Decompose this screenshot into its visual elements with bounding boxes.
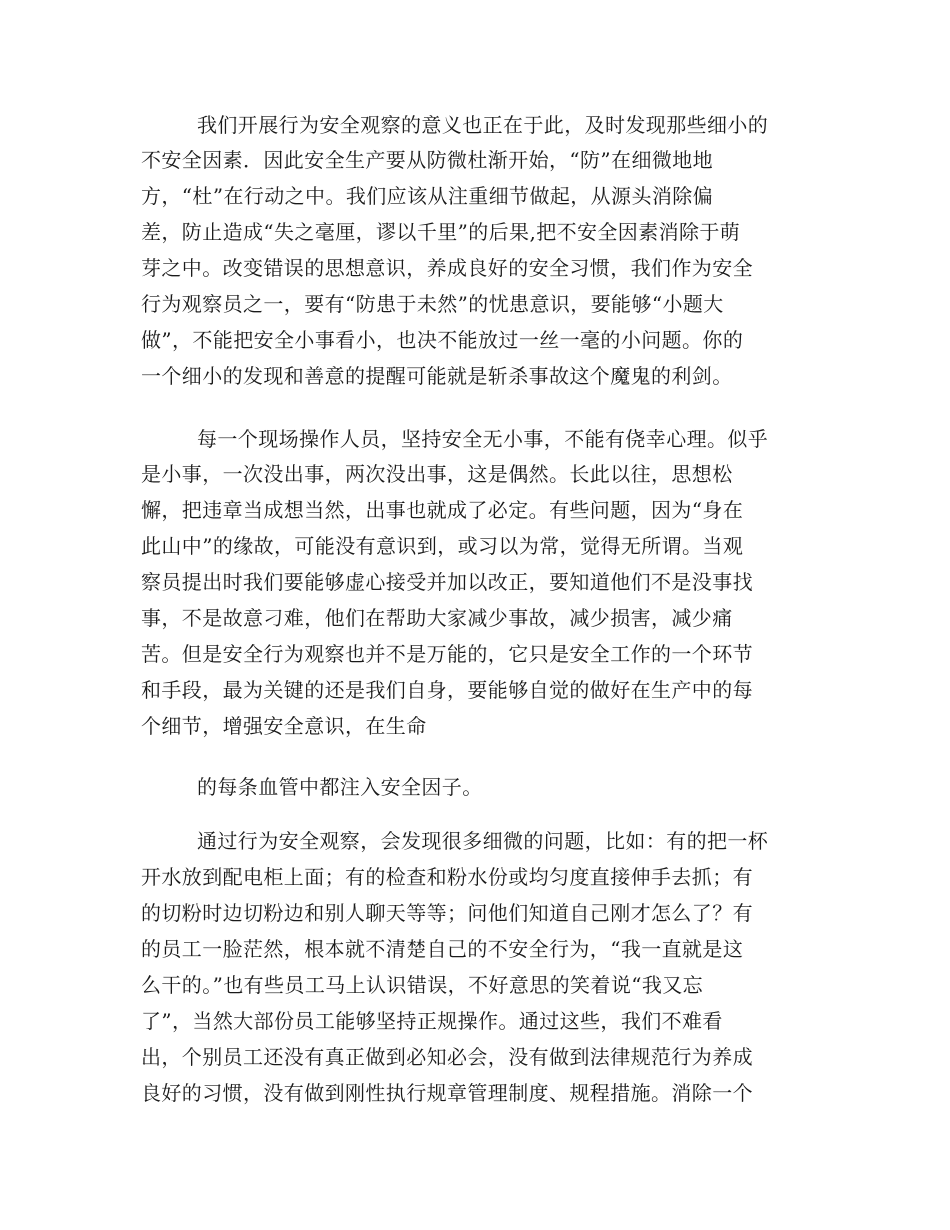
text-line: 是小事，一次没出事，两次没出事，这是偶然。长此以往，思想松 [141,462,733,486]
text-line: 不安全因素．因此安全生产要从防微杜渐开始，“防”在细微地地 [141,148,714,172]
text-line: 么干的。”也有些员工马上认识错误，不好意思的笑着说“我又忘 [141,973,704,997]
text-line: 事，不是故意刁难，他们在帮助大家减少事故，减少损害，减少痛 [141,606,733,630]
text-line: 良好的习惯，没有做到刚性执行规章管理制度、规程措施。消除一个 [141,1081,753,1105]
text-line: 的每条血管中都注入安全因子。 [197,775,483,799]
text-line: 个细节，增强安全意识，在生命 [141,714,427,738]
text-line: 一个细小的发现和善意的提醒可能就是斩杀事故这个魔鬼的利剑。 [141,364,733,388]
text-line: 出，个别员工还没有真正做到必知必会，没有做到法律规范行为养成 [141,1045,753,1069]
text-line: 做”，不能把安全小事看小，也决不能放过一丝一毫的小问题。你的 [141,328,744,352]
text-line: 了”，当然大部份员工能够坚持正规操作。通过这些，我们不难看 [141,1009,723,1033]
text-line: 和手段，最为关键的还是我们自身，要能够自觉的做好在生产中的每 [141,678,753,702]
text-line: 的员工一脸茫然，根本就不清楚自己的不安全行为，“我一直就是这 [141,937,744,961]
text-line: 察员提出时我们要能够虚心接受并加以改正，要知道他们不是没事找 [141,570,753,594]
text-line: 行为观察员之一，要有“防患于未然”的忧患意识，要能够“小题大 [141,292,724,316]
text-line: 方，“杜”在行动之中。我们应该从注重细节做起，从源头消除偏 [141,184,714,208]
text-line: 差，防止造成“失之毫厘，谬以千里”的后果,把不安全因素消除于萌 [141,220,741,244]
text-line: 懈，把违章当成想当然，出事也就成了必定。有些问题，因为“身在 [141,498,744,522]
text-line: 每一个现场操作人员，坚持安全无小事，不能有侥幸心理。似乎 [197,427,769,451]
text-line: 我们开展行为安全观察的意义也正在于此，及时发现那些细小的 [197,113,769,137]
text-line: 开水放到配电柜上面；有的检查和粉水份或均匀度直接伸手去抓；有 [141,865,753,889]
text-line: 通过行为安全观察，会发现很多细微的问题，比如：有的把一杯 [197,829,769,853]
text-line: 苦。但是安全行为观察也并不是万能的，它只是安全工作的一个环节 [141,642,753,666]
text-line: 芽之中。改变错误的思想意识，养成良好的安全习惯，我们作为安全 [141,256,753,280]
text-line: 此山中”的缘故，可能没有意识到，或习以为常，觉得无所谓。当观 [141,534,744,558]
text-line: 的切粉时边切粉边和别人聊天等等；问他们知道自己刚才怎么了？有 [141,901,753,925]
